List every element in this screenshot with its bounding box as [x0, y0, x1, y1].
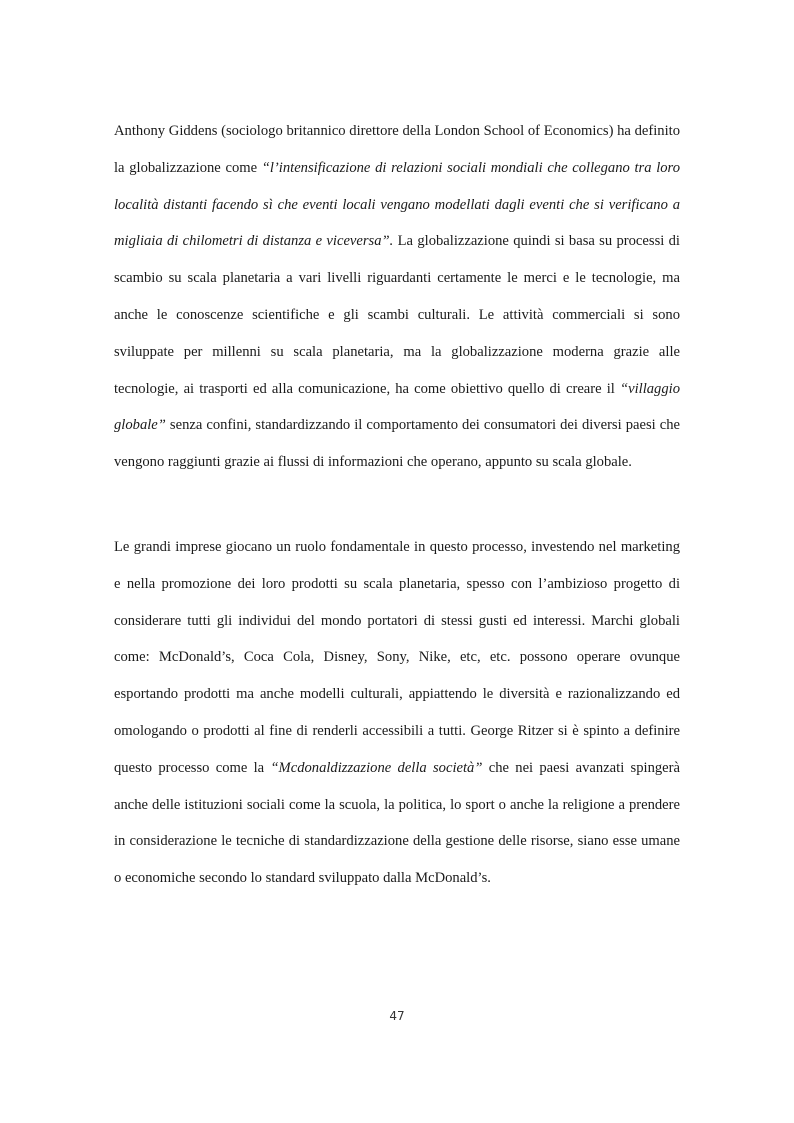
- text-segment: senza confini, standardizzando il comportamento dei consumatori dei diversi paesi che vengono raggiunti grazie ai flussi di informazioni che operano, appunto su scala globale.: [114, 417, 680, 471]
- text-segment: Le grandi imprese giocano un ruolo fondamentale in questo processo, investendo nel marketing e nella promozione dei loro prodotti su scala planetaria, spesso con l’ambizioso progetto di considerare tutti gli individui del mondo portatori di stessi gusti ed interessi. Marchi globali come: McDonald’s, Coca Cola, Disney, Sony, Nike, etc, etc. possono operare ovunque esportando prodotti ma anche modelli culturali, appiattendo le diversità e razionalizzando ed omologando o prodotti al fine di renderli accessibili a tutti. George Ritzer si è spinto a definire questo processo come la: [114, 539, 680, 776]
- quote-giddens: “l’intensificazione di relazioni sociali mondiali che collegano tra loro località distanti facendo sì che eventi locali vengano modellati dagli eventi che si verificano a migliaia di chilometri di distanza e viceversa”.: [114, 159, 680, 250]
- paragraph-globalizzazione-definizione: [114, 113, 680, 481]
- text-segment: La globalizzazione quindi si basa su processi di scambio su scala planetaria a vari livelli riguardanti certamente le merci e le tecnologie, ma anche le conoscenze scientifiche e gli scambi culturali. Le attività commerciali si sono sviluppate per millenni su scala planetaria, ma la globalizzazione moderna grazie alle tecnologie, ai trasporti ed alla comunicazione, ha come obiettivo quello di creare il: [114, 233, 680, 397]
- quote-villaggio-globale: “villaggio globale”: [114, 380, 680, 434]
- paragraph-2-block: [114, 529, 680, 897]
- page-number: 47: [389, 1009, 405, 1023]
- paragraph-grandi-imprese: [114, 529, 680, 897]
- text-segment: Anthony Giddens (sociologo britannico direttore della London School of Economics) ha definito la globalizzazione come: [114, 123, 680, 176]
- paragraph-1-block: [114, 113, 680, 481]
- text-segment: che nei paesi avanzati spingerà anche delle istituzioni sociali come la scuola, la politica, lo sport o anche la religione a prendere in considerazione le tecniche di standardizzazione della gestione delle risorse, siano esse umane o economiche secondo lo standard sviluppato dalla McDonald’s.: [114, 759, 680, 887]
- quote-mcdonaldizzazione: “Mcdonaldizzazione della società”: [270, 759, 483, 776]
